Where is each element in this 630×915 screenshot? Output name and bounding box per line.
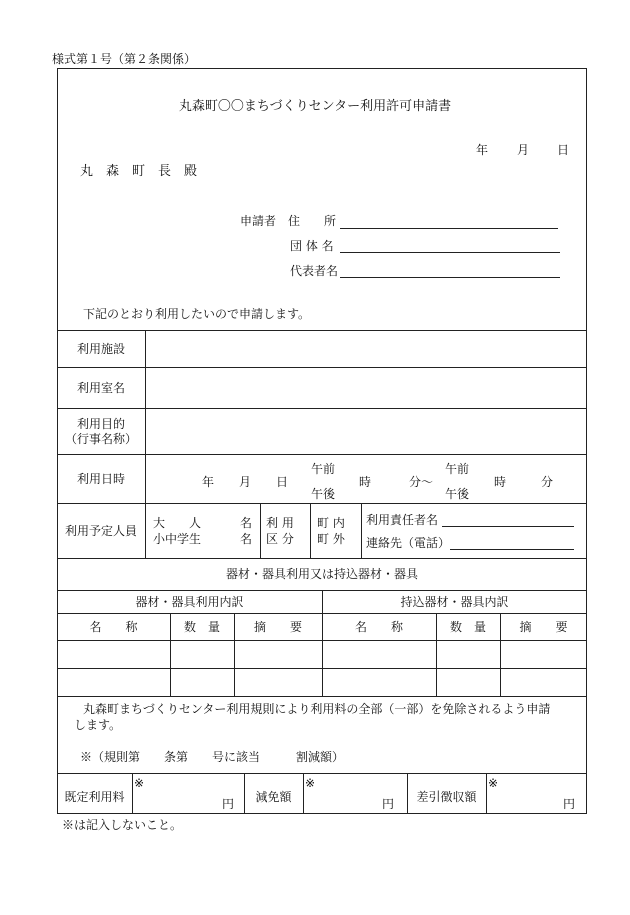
equipment-right-title: 持込器材・器具内訳 [400, 595, 509, 609]
form-title: 丸森町〇〇まちづくりセンター利用許可申請書 [178, 99, 452, 114]
left-col-qty: 数 量 [183, 620, 220, 634]
row-divider [57, 454, 587, 455]
in-town-option[interactable]: 町 内 [317, 516, 345, 530]
footer-note: ※は記入しないこと。 [62, 818, 183, 832]
facility-label: 利用施設 [76, 342, 125, 356]
datetime-label: 利用日時 [76, 472, 125, 486]
contact-label: 連絡先（電話） [366, 536, 451, 550]
room-label: 利用室名 [76, 381, 125, 395]
left-col-name: 名 称 [89, 620, 138, 634]
reduction-mark: ※ [305, 776, 316, 790]
purpose-label: 利用目的 [76, 417, 125, 431]
purpose-field[interactable] [146, 409, 586, 454]
intro-text: 下記のとおり利用したいので申請します。 [83, 307, 311, 321]
people-divider [361, 503, 362, 558]
dt-pm-end[interactable]: 午後 [445, 487, 470, 501]
date-month-label: 月 [517, 143, 530, 157]
people-divider [310, 503, 311, 558]
collected-label: 差引徴収額 [416, 790, 477, 804]
collected-unit: 円 [563, 797, 576, 811]
row-divider [57, 773, 587, 774]
standard-fee-label: 既定利用料 [64, 790, 125, 804]
dt-minute-end: 分 [541, 475, 554, 489]
exemption-text-line2: します。 [74, 718, 122, 732]
room-field[interactable] [146, 368, 586, 408]
contact-field[interactable] [450, 549, 574, 550]
dt-minute-tilde: 分〜 [409, 475, 434, 489]
addressee: 丸 森 町 長 殿 [80, 164, 198, 179]
group-name-label: 団 体 名 [290, 239, 334, 253]
dt-pm[interactable]: 午後 [311, 487, 336, 501]
form-number: 様式第１号（第２条関係） [52, 52, 197, 66]
left-col-note: 摘 要 [253, 620, 302, 634]
standard-fee-unit: 円 [222, 797, 235, 811]
responsible-field[interactable] [442, 526, 574, 527]
out-town-option[interactable]: 町 外 [317, 532, 345, 546]
fee-divider [132, 773, 133, 814]
applicant-label: 申請者 [240, 214, 277, 228]
reduction-label: 減免額 [255, 790, 292, 804]
purpose-sublabel: （行事名称） [64, 432, 137, 446]
children-label: 小中学生 [153, 532, 202, 546]
use-class-label-2: 区 分 [266, 532, 294, 546]
reduction-unit: 円 [382, 797, 395, 811]
right-col-name: 名 称 [354, 620, 403, 634]
fee-divider [486, 773, 487, 814]
dt-am-end[interactable]: 午前 [445, 462, 470, 476]
dt-month: 月 [239, 475, 252, 489]
facility-field[interactable] [146, 331, 586, 367]
dt-year: 年 [202, 475, 215, 489]
representative-label: 代表者名 [290, 264, 339, 278]
exemption-text-line1: 丸森町まちづくりセンター利用規則により利用料の全部（一部）を免除されるよう申請 [83, 702, 551, 716]
row-divider [57, 503, 587, 504]
row-divider [57, 696, 587, 697]
representative-field[interactable] [340, 277, 560, 278]
rule-reference: ※（規則第 条第 号に該当 割減額） [80, 750, 345, 764]
address-label: 住 所 [288, 214, 337, 228]
date-day-label: 日 [557, 143, 570, 157]
people-divider [260, 503, 261, 558]
standard-fee-mark: ※ [134, 776, 145, 790]
date-year-label: 年 [476, 143, 489, 157]
responsible-label: 利用責任者名 [366, 513, 439, 527]
collected-mark: ※ [488, 776, 499, 790]
people-label: 利用予定人員 [64, 524, 137, 538]
dt-am[interactable]: 午前 [311, 462, 336, 476]
use-class-label: 利 用 [266, 516, 294, 530]
equipment-left-title: 器材・器具利用内訳 [135, 595, 244, 609]
dt-hour: 時 [359, 475, 372, 489]
right-col-qty: 数 量 [449, 620, 486, 634]
group-name-field[interactable] [340, 252, 560, 253]
right-col-note: 摘 要 [519, 620, 568, 634]
dt-hour-end: 時 [494, 475, 507, 489]
dt-day: 日 [276, 475, 289, 489]
children-count-unit: 名 [240, 532, 253, 546]
adults-count-unit: 名 [240, 516, 253, 530]
fee-divider [303, 773, 304, 814]
address-field[interactable] [340, 228, 558, 229]
equipment-section-title: 器材・器具利用又は持込器材・器具 [225, 567, 418, 581]
adults-label: 大 人 [153, 516, 202, 530]
row-divider [57, 558, 587, 559]
